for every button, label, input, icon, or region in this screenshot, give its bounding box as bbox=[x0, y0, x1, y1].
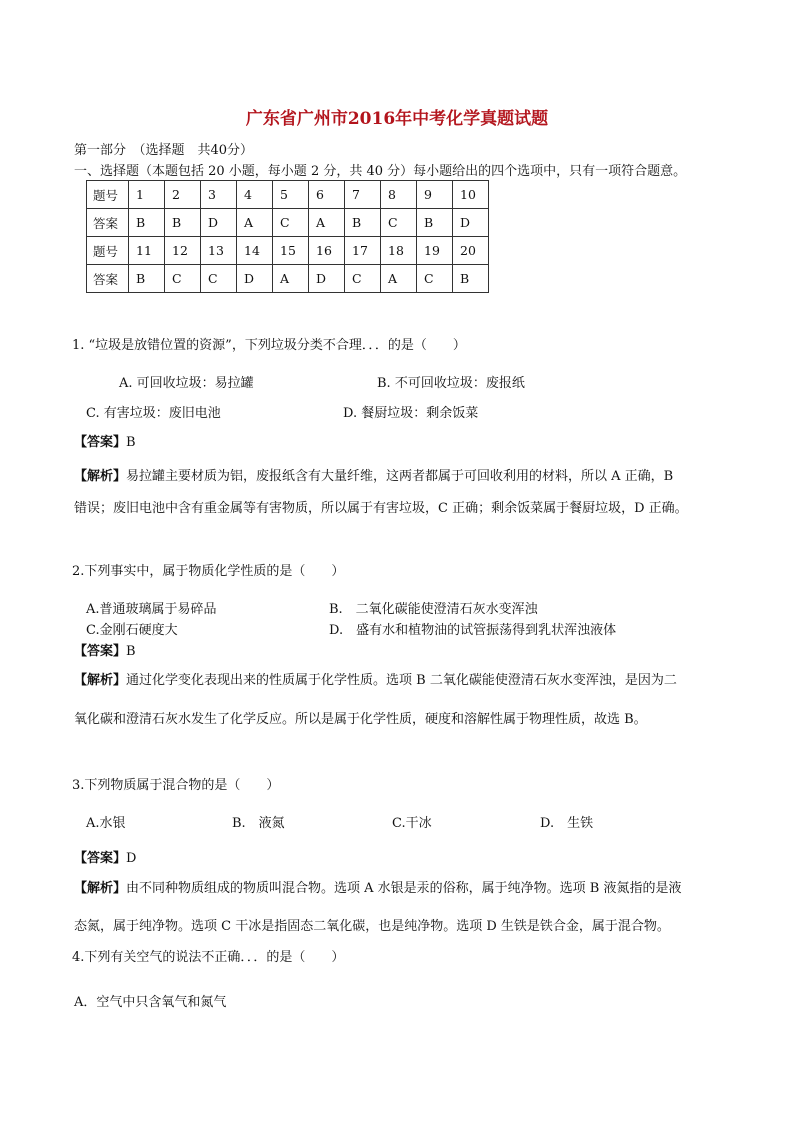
question-1-analysis-line-2: 错误；废旧电池中含有重金属等有害物质，所以属于有害垃圾，C 正确；剩余饭菜属于餐厨垃圾，D 正确。 bbox=[74, 501, 688, 516]
question-1-option-a: A. 可回收垃圾：易拉罐 bbox=[119, 376, 254, 391]
table-cell: 1 bbox=[129, 181, 165, 209]
answer-table bbox=[86, 180, 489, 293]
table-cell: C bbox=[165, 265, 201, 293]
answer-label: 【答案】 bbox=[74, 644, 127, 659]
analysis-label: 【解析】 bbox=[74, 881, 127, 896]
table-cell: 15 bbox=[273, 237, 309, 265]
answer-value: D bbox=[126, 851, 137, 866]
table-cell: 3 bbox=[201, 181, 237, 209]
table-cell: C bbox=[273, 209, 309, 237]
question-1-analysis-line-1 bbox=[74, 465, 673, 484]
row-label-question: 题号 bbox=[87, 237, 129, 265]
analysis-label: 【解析】 bbox=[74, 673, 127, 688]
row-label-question: 题号 bbox=[87, 181, 129, 209]
question-3-option-c: C.干冰 bbox=[392, 816, 432, 831]
row-label-answer: 答案 bbox=[87, 265, 129, 293]
question-3-option-d: D. 生铁 bbox=[540, 816, 594, 831]
answer-label: 【答案】 bbox=[74, 435, 127, 450]
table-row bbox=[87, 181, 489, 209]
table-cell: B bbox=[129, 209, 165, 237]
table-cell: 20 bbox=[453, 237, 489, 265]
table-cell: 14 bbox=[237, 237, 273, 265]
table-cell: 5 bbox=[273, 181, 309, 209]
question-2-option-d: D. 盛有水和植物油的试管振荡得到乳状浑浊液体 bbox=[329, 623, 617, 638]
analysis-text: 由不同种物质组成的物质叫混合物。选项 A 水银是汞的俗称，属于纯净物。选项 B 液氮指的是液 bbox=[126, 881, 682, 896]
table-cell: 10 bbox=[453, 181, 489, 209]
table-cell: B bbox=[453, 265, 489, 293]
page-title: 广东省广州市2016年中考化学真题试题 bbox=[245, 109, 549, 129]
table-cell: C bbox=[345, 265, 381, 293]
question-2-analysis-line-2: 氧化碳和澄清石灰水发生了化学反应。所以是属于化学性质，硬度和溶解性属于物理性质，故选 B。 bbox=[74, 712, 647, 727]
table-cell: D bbox=[237, 265, 273, 293]
question-3-analysis-line-1 bbox=[74, 877, 682, 896]
row-label-answer: 答案 bbox=[87, 209, 129, 237]
table-cell: B bbox=[129, 265, 165, 293]
table-row bbox=[87, 237, 489, 265]
table-cell: 12 bbox=[165, 237, 201, 265]
question-3-stem: 3.下列物质属于混合物的是（ ） bbox=[72, 778, 280, 793]
question-2-option-c: C.金刚石硬度大 bbox=[86, 623, 178, 638]
table-cell: B bbox=[165, 209, 201, 237]
table-cell: A bbox=[381, 265, 417, 293]
table-cell: C bbox=[417, 265, 453, 293]
question-1-stem: 1. “垃圾是放错位置的资源”，下列垃圾分类不合理．．．的是（ ） bbox=[72, 338, 466, 353]
table-cell: B bbox=[345, 209, 381, 237]
table-cell: 19 bbox=[417, 237, 453, 265]
answer-value: B bbox=[126, 644, 136, 659]
table-cell: 8 bbox=[381, 181, 417, 209]
table-cell: A bbox=[273, 265, 309, 293]
question-3-option-a: A.水银 bbox=[86, 816, 126, 831]
question-2-stem: 2.下列事实中，属于物质化学性质的是（ ） bbox=[72, 564, 345, 579]
table-row bbox=[87, 209, 489, 237]
question-1-option-b: B. 不可回收垃圾：废报纸 bbox=[377, 376, 525, 391]
table-cell: 7 bbox=[345, 181, 381, 209]
section-instruction: 一、选择题（本题包括 20 小题，每小题 2 分，共 40 分）每小题给出的四个选项中，只有一项符合题意。 bbox=[74, 164, 687, 179]
analysis-text: 通过化学变化表现出来的性质属于化学性质。选项 B 二氧化碳能使澄清石灰水变浑浊，是因为二 bbox=[126, 673, 677, 688]
answer-label: 【答案】 bbox=[74, 851, 127, 866]
analysis-label: 【解析】 bbox=[74, 469, 127, 484]
question-2-option-a: A.普通玻璃属于易碎品 bbox=[86, 602, 217, 617]
table-cell: 13 bbox=[201, 237, 237, 265]
question-1-option-c: C. 有害垃圾：废旧电池 bbox=[86, 406, 221, 421]
question-1-answer bbox=[74, 431, 136, 450]
table-cell: 2 bbox=[165, 181, 201, 209]
table-cell: 4 bbox=[237, 181, 273, 209]
table-cell: 6 bbox=[309, 181, 345, 209]
question-3-option-b: B. 液氮 bbox=[232, 816, 285, 831]
table-cell: D bbox=[201, 209, 237, 237]
table-cell: 9 bbox=[417, 181, 453, 209]
question-4-option-a: A．空气中只含氧气和氮气 bbox=[74, 995, 227, 1010]
question-3-answer bbox=[74, 847, 136, 866]
table-row bbox=[87, 265, 489, 293]
table-cell: D bbox=[309, 265, 345, 293]
question-3-analysis-line-2: 态氮，属于纯净物。选项 C 干冰是指固态二氧化碳，也是纯净物。选项 D 生铁是铁合金，属于混合物。 bbox=[74, 919, 670, 934]
table-cell: 17 bbox=[345, 237, 381, 265]
table-cell: 18 bbox=[381, 237, 417, 265]
answer-value: B bbox=[126, 435, 136, 450]
question-1-option-d: D. 餐厨垃圾：剩余饭菜 bbox=[343, 406, 479, 421]
table-cell: 11 bbox=[129, 237, 165, 265]
table-cell: C bbox=[201, 265, 237, 293]
question-2-option-b: B. 二氧化碳能使澄清石灰水变浑浊 bbox=[329, 602, 538, 617]
table-cell: B bbox=[417, 209, 453, 237]
table-cell: A bbox=[237, 209, 273, 237]
table-cell: C bbox=[381, 209, 417, 237]
question-2-analysis-line-1 bbox=[74, 669, 677, 688]
section-heading: 第一部分 （选择题 共40分） bbox=[74, 143, 254, 158]
question-2-answer bbox=[74, 640, 136, 659]
question-4-stem: 4.下列有关空气的说法不正确．．．的是（ ） bbox=[72, 950, 345, 965]
analysis-text: 易拉罐主要材质为铝，废报纸含有大量纤维，这两者都属于可回收利用的材料，所以 A 正确，B bbox=[126, 469, 674, 484]
table-cell: 16 bbox=[309, 237, 345, 265]
table-cell: D bbox=[453, 209, 489, 237]
table-cell: A bbox=[309, 209, 345, 237]
